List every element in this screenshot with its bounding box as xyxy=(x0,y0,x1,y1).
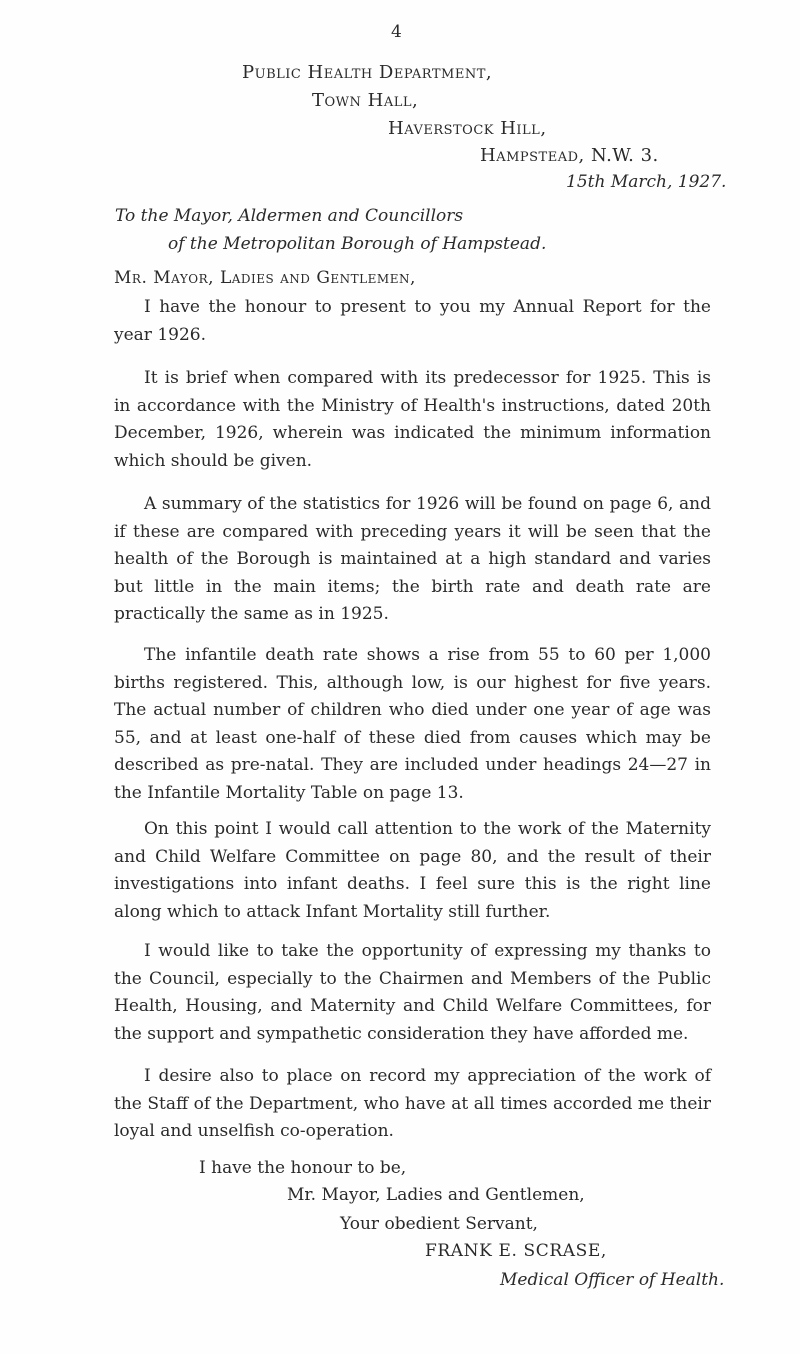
page-number: 4 xyxy=(391,22,402,42)
paragraph-4-text: The infantile death rate shows a rise from 55 to 60 per 1,000 births registered. This, although low, is our highest for five years. The actual number of children who died under one year of age was 55, and at least one-half of these died from causes which may be described as pre-natal. They are included under headings 24—27 in the Infantile Mortality Table on page 13. xyxy=(114,645,711,803)
paragraph-1 xyxy=(114,294,711,349)
salutation: Mr. Mayor, Ladies and Gentlemen, xyxy=(114,268,416,288)
letterhead-street: Haverstock Hill, xyxy=(388,118,547,139)
paragraph-2-text: It is brief when compared with its predecessor for 1925. This is in accordance with the Ministry of Health's instructions, dated 20th December, 1926, wherein was indicated the minimum information which should be given. xyxy=(114,368,711,471)
paragraph-5 xyxy=(114,816,711,926)
paragraph-6 xyxy=(114,938,711,1048)
signature-title: Medical Officer of Health. xyxy=(500,1270,725,1290)
paragraph-7-text: I desire also to place on record my appreciation of the work of the Staff of the Department, who have at all times accorded me their loyal and unselfish co-operation. xyxy=(114,1066,711,1141)
paragraph-7 xyxy=(114,1063,711,1146)
paragraph-1-text: I have the honour to present to you my Annual Report for the year 1926. xyxy=(114,297,711,345)
addressee-line-2: of the Metropolitan Borough of Hampstead. xyxy=(168,234,547,254)
paragraph-3-text: A summary of the statistics for 1926 will be found on page 6, and if these are compared with preceding years it will be seen that the health of the Borough is maintained at a high standard and varies but little in the main items; the birth rate and death rate are practically the same as in 1925. xyxy=(114,494,711,624)
addressee-line-1: To the Mayor, Aldermen and Councillors xyxy=(115,206,464,226)
letterhead-district: Hampstead, N.W. 3. xyxy=(480,145,659,166)
signature-name: FRANK E. SCRASE, xyxy=(425,1241,607,1261)
closing-line-1: I have the honour to be, xyxy=(199,1158,407,1178)
letterhead-building: Town Hall, xyxy=(312,90,419,111)
paragraph-4 xyxy=(114,642,711,807)
paragraph-5-text: On this point I would call attention to the work of the Maternity and Child Welfare Committee on page 80, and the result of their investigations into infant deaths. I feel sure this is the right line along which to attack Infant Mortality still further. xyxy=(114,819,711,922)
paragraph-2 xyxy=(114,365,711,475)
closing-line-3: Your obedient Servant, xyxy=(340,1214,538,1234)
paragraph-6-text: I would like to take the opportunity of expressing my thanks to the Council, especially to the Chairmen and Members of the Public Health, Housing, and Maternity and Child Welfare Committees, for the support and sympathetic consideration they have afforded me. xyxy=(114,941,711,1044)
paragraph-3 xyxy=(114,491,711,629)
closing-line-2: Mr. Mayor, Ladies and Gentlemen, xyxy=(287,1185,585,1205)
letter-date: 15th March, 1927. xyxy=(566,172,727,192)
letterhead-department: Public Health Department, xyxy=(242,62,493,83)
